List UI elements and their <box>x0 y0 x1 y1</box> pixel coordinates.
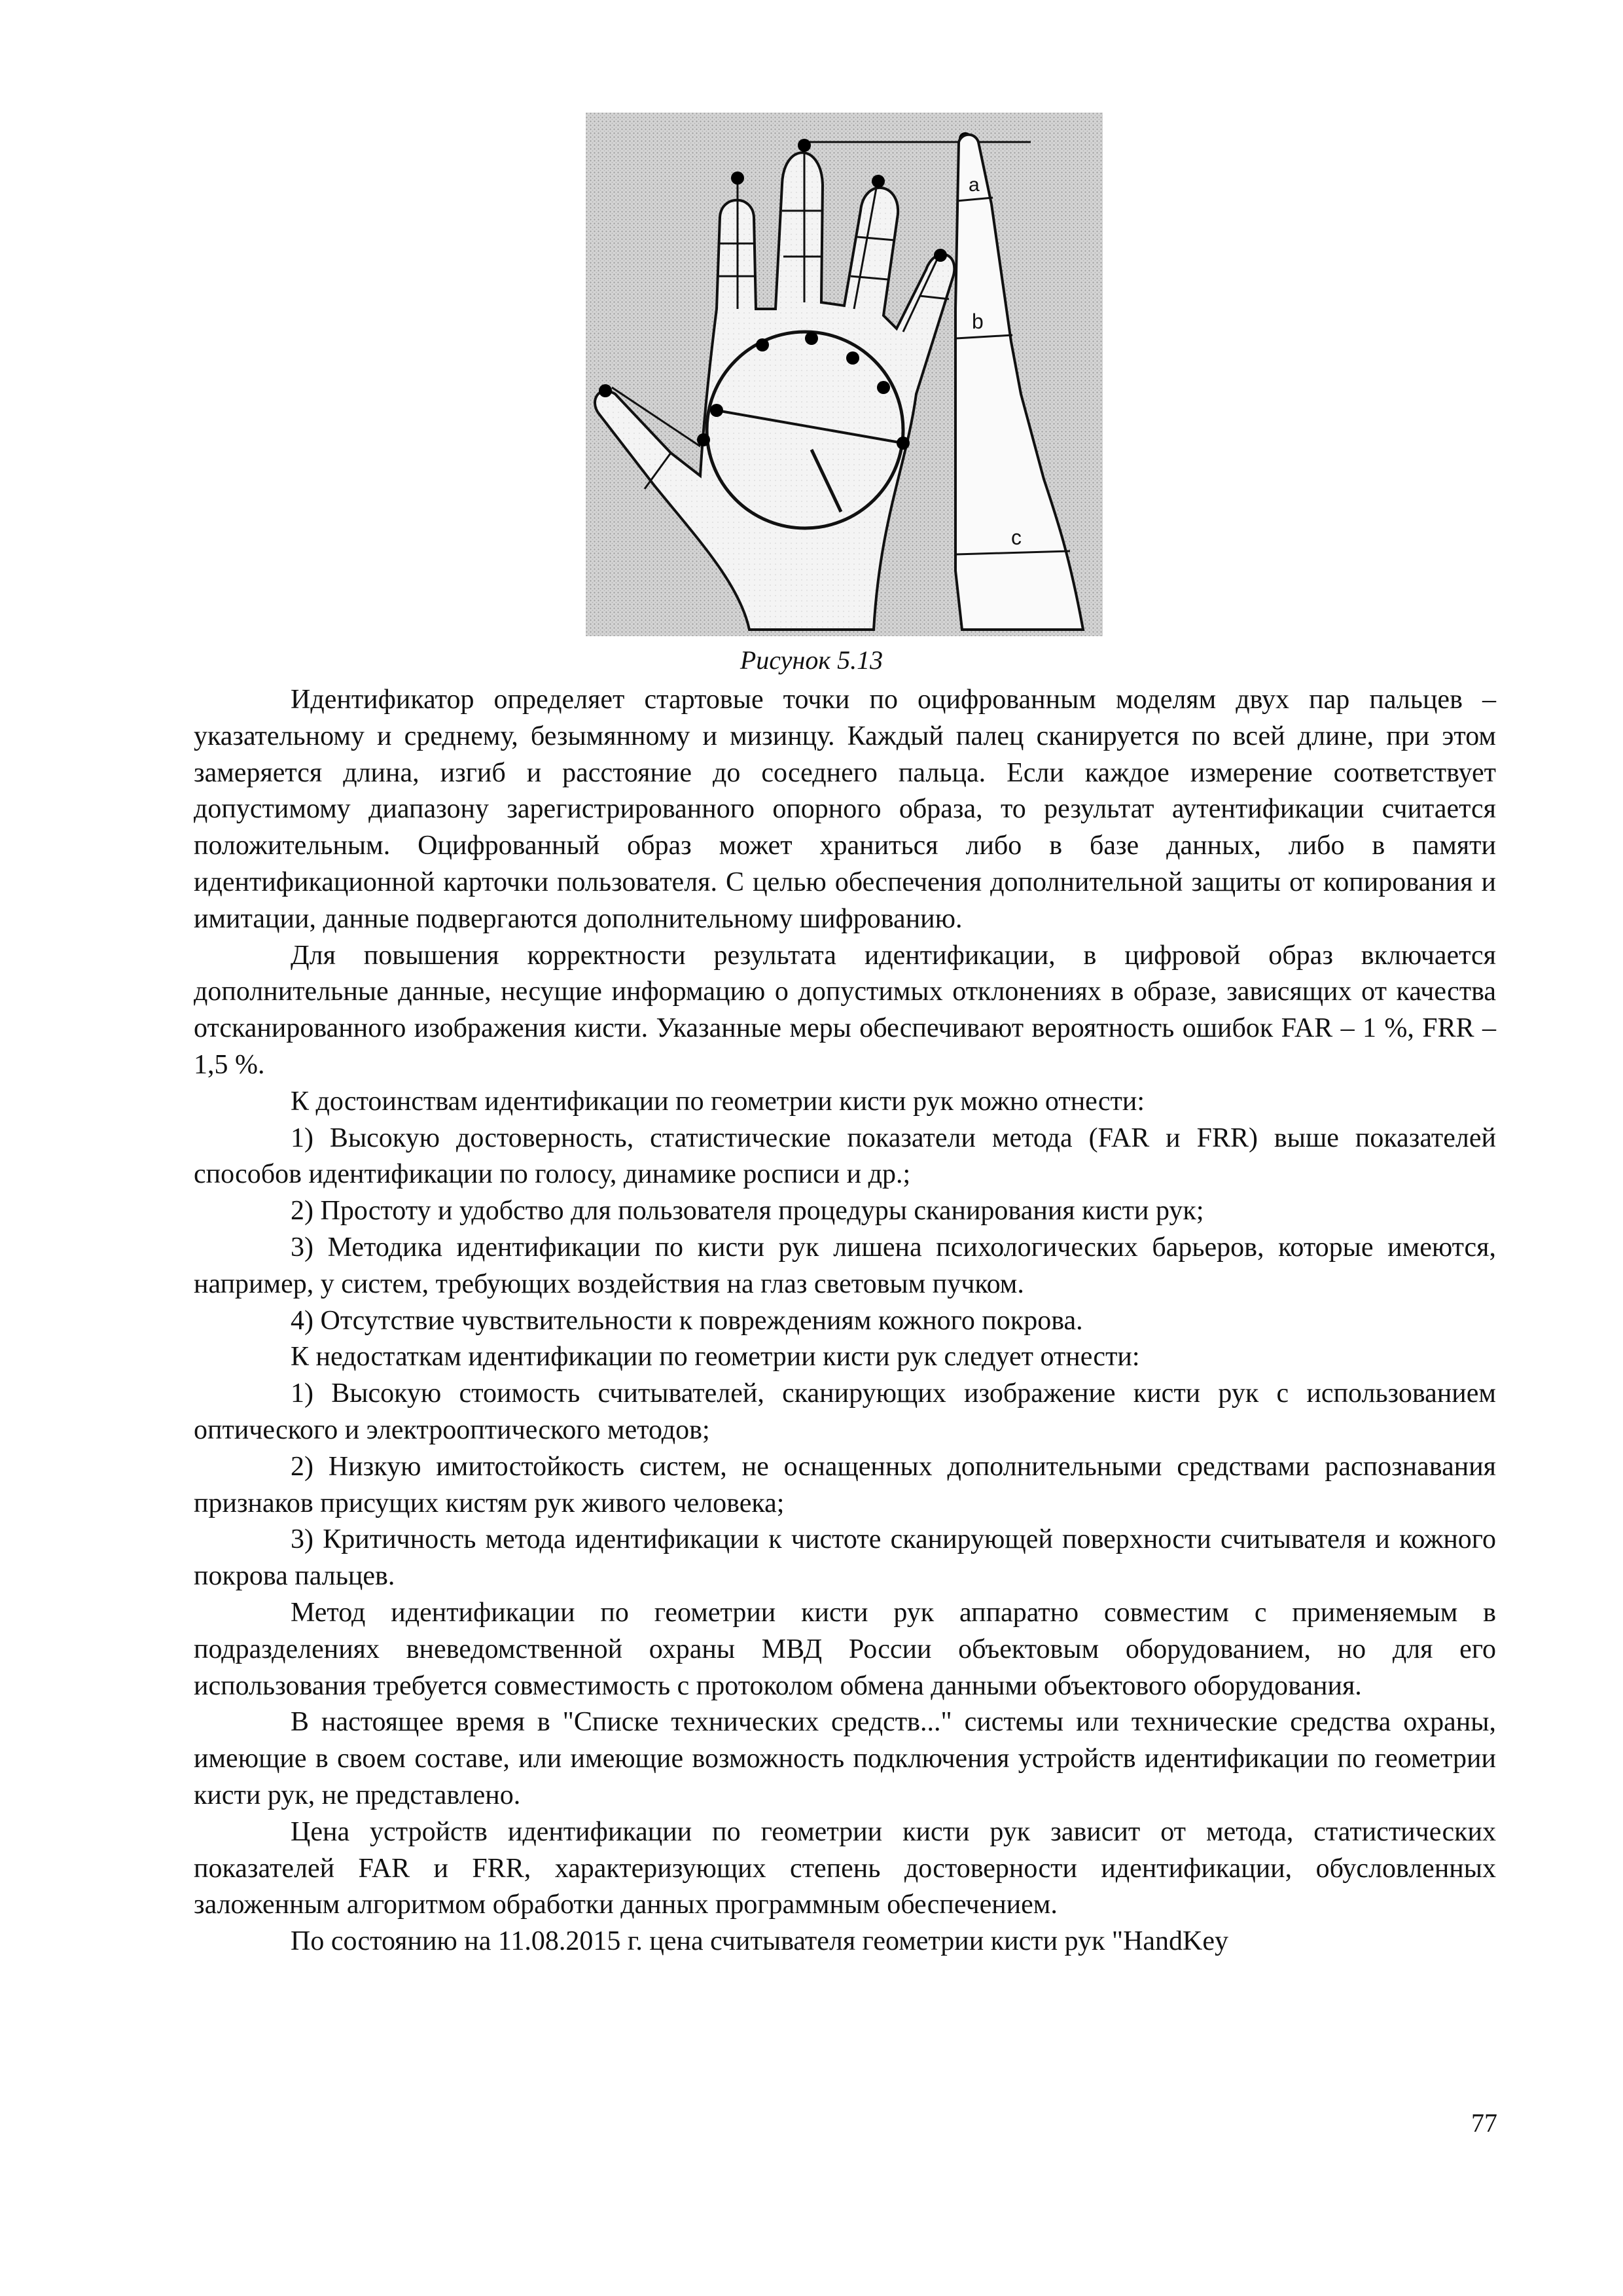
page-number: 77 <box>1471 2108 1497 2138</box>
list-item: 3) Критичность метода идентификации к чистоте сканирующей поверхности считывателя и кожного покрова пальцев. <box>194 1524 1496 1592</box>
paragraph: Цена устройств идентификации по геометрии кисти рук зависит от метода, статистических показателей FAR и FRR, характеризующих степень достоверности идентификации, обусловленных заложенным алгоритмом обработки данных программным обеспечением. <box>194 1816 1496 1920</box>
paragraph: По состоянию на 11.08.2015 г. цена считывателя геометрии кисти рук "HandKey <box>291 1926 1229 1957</box>
paragraph: К недостаткам идентификации по геометрии кисти рук следует отнести: <box>291 1342 1140 1372</box>
body-text <box>194 682 1496 1960</box>
hand-diagram <box>586 113 1103 636</box>
list-item: 3) Методика идентификации по кисти рук лишена психологических барьеров, которые имеются, например, у систем, требующих воздействия на глаз световым пучком. <box>194 1232 1496 1299</box>
list-item: 1) Высокую стоимость считывателей, сканирующих изображение кисти рук с использованием оптического и электрооптического методов; <box>194 1378 1496 1445</box>
list-item: 4) Отсутствие чувствительности к повреждениям кожного покрова. <box>291 1305 1083 1336</box>
paragraph: Метод идентификации по геометрии кисти рук аппаратно совместим с применяемым в подразделениях вневедомственной охраны МВД России объектовым оборудованием, но для его использования требуется совместимость с протоколом обмена данными объектового оборудования. <box>194 1597 1496 1701</box>
hand-geometry-figure <box>586 113 1103 636</box>
paragraph: К достоинствам идентификации по геометрии кисти рук можно отнести: <box>291 1086 1145 1117</box>
list-item: 2) Простоту и удобство для пользователя процедуры сканирования кисти рук; <box>291 1196 1204 1227</box>
paragraph: Для повышения корректности результата идентификации, в цифровой образ включается дополнительные данные, несущие информацию о допустимых отклонениях в образе, зависящих от качества отсканированного изображения кисти. Указанные меры обеспечивают вероятность ошибок FAR – 1 %, FRR – 1,5 %. <box>194 940 1496 1080</box>
label-a: a <box>969 174 980 196</box>
paragraph: Идентификатор определяет стартовые точки по оцифрованным моделям двух пар пальцев – указательному и среднему, безымянному и мизинцу. Каждый палец сканируется по всей длине, при этом замеряется длина, изгиб и расстояние до соседнего пальца. Если каждое измерение соответствует допустимому диапазону зарегистрированного опорного образа, то результат аутентификации считается положительным. Оцифрованный образ может храниться либо в базе данных, либо в памяти идентификационной карточки пользователя. С целью обеспечения дополнительной защиты от копирования и имитации, данные подвергаются дополнительному шифрованию. <box>194 685 1496 934</box>
list-item: 2) Низкую имитостойкость систем, не оснащенных дополнительными средствами распознавания признаков присущих кистям рук живого человека; <box>194 1451 1496 1518</box>
label-b: b <box>972 310 984 333</box>
label-c: c <box>1011 526 1022 549</box>
figure-caption: Рисунок 5.13 <box>740 645 883 675</box>
list-item: 1) Высокую достоверность, статистические показатели метода (FAR и FRR) выше показателей способов идентификации по голосу, динамике росписи и др.; <box>194 1122 1496 1190</box>
paragraph: В настоящее время в "Списке технических средств..." системы или технические средства охраны, имеющие в своем составе, или имеющие возможность подключения устройств идентификации по геометрии кисти рук, не представлено. <box>194 1707 1496 1810</box>
